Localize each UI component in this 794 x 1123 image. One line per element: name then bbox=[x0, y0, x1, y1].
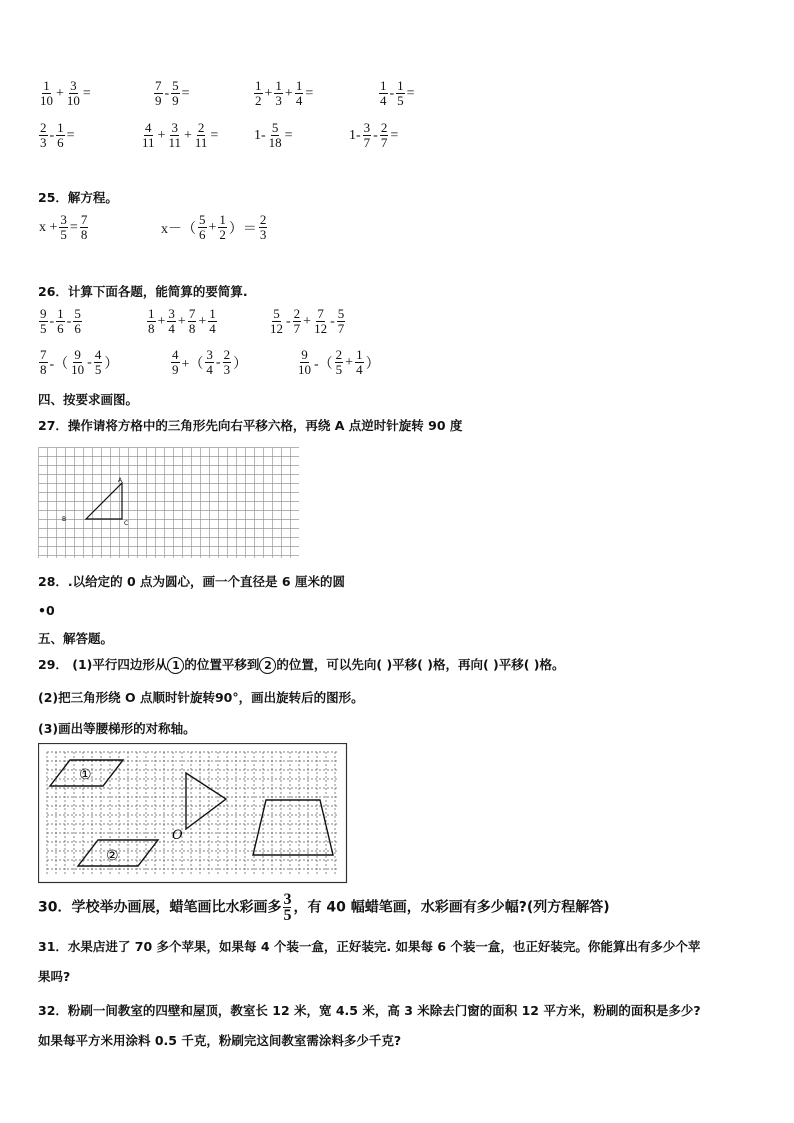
question-26 bbox=[38, 282, 248, 300]
grid-29 bbox=[38, 743, 348, 884]
expr-26-6 bbox=[296, 348, 381, 377]
numerator: 1 bbox=[255, 78, 262, 93]
operator: ） bbox=[104, 356, 119, 372]
fraction bbox=[396, 79, 405, 108]
operator: - bbox=[330, 313, 335, 329]
fraction bbox=[335, 348, 344, 377]
operator: = bbox=[406, 85, 415, 101]
section-4-heading: 四、按要求画图。 bbox=[38, 392, 139, 407]
question-number: 27． bbox=[38, 418, 68, 433]
operator: + bbox=[264, 85, 273, 101]
numerator: 1 bbox=[380, 78, 387, 93]
question-number: 32． bbox=[38, 1003, 68, 1018]
denominator: 4 bbox=[168, 321, 175, 336]
question-29-line1 bbox=[38, 655, 565, 674]
operator: + bbox=[208, 219, 217, 235]
question-text: 计算下面各题，能简算的要简算. bbox=[67, 284, 248, 299]
denominator: 4 bbox=[356, 362, 363, 377]
numerator: 1 bbox=[209, 306, 216, 321]
numerator: 4 bbox=[172, 347, 179, 362]
fraction bbox=[269, 307, 284, 336]
fraction bbox=[167, 121, 182, 150]
q32-text: 粉刷一间教室的四壁和屋顶，教室长 12 米，宽 4.5 米，高 3 米除去门窗的面积 12 平方米，粉刷的面积是多少? bbox=[67, 1003, 701, 1018]
operator: - bbox=[49, 313, 55, 329]
numerator: 3 bbox=[363, 120, 371, 135]
denominator: 3 bbox=[275, 93, 282, 108]
operator: - bbox=[215, 354, 221, 370]
question-number: 29． bbox=[38, 657, 68, 672]
denominator: 2 bbox=[255, 93, 262, 108]
numerator: 5 bbox=[74, 306, 81, 321]
question-32-line2: 如果每平方米用涂料 0.5 千克，粉刷完这间教室需涂料多少千克? bbox=[38, 1033, 402, 1048]
numerator: 7 bbox=[155, 78, 162, 93]
operator: = bbox=[69, 219, 78, 235]
question-number: 28． bbox=[38, 574, 68, 589]
operator: 1- bbox=[349, 127, 361, 143]
fraction bbox=[205, 348, 214, 377]
fraction bbox=[274, 79, 283, 108]
denominator: 7 bbox=[380, 135, 388, 150]
operator: x + bbox=[39, 219, 58, 235]
denominator: 5 bbox=[397, 93, 404, 108]
numerator: 2 bbox=[40, 120, 47, 135]
fraction bbox=[363, 121, 372, 150]
fraction bbox=[56, 307, 65, 336]
operator: = bbox=[82, 85, 91, 101]
circle-2-label: 2 bbox=[259, 657, 276, 674]
grid-29-svg bbox=[38, 743, 348, 884]
grid-27-svg bbox=[38, 447, 300, 559]
operator: = bbox=[305, 85, 314, 101]
operator: + bbox=[345, 354, 354, 370]
denominator: 5 bbox=[283, 907, 292, 924]
denominator: 8 bbox=[188, 321, 196, 336]
expr-row1-b bbox=[153, 79, 191, 108]
question-27 bbox=[38, 416, 462, 434]
q29-text-b: 的位置平移到 bbox=[184, 657, 260, 672]
operator: + bbox=[157, 313, 166, 329]
operator: - bbox=[164, 85, 170, 101]
denominator: 18 bbox=[268, 135, 282, 150]
operator: = bbox=[284, 127, 293, 143]
fraction bbox=[194, 121, 209, 150]
question-29-line2: (2)把三角形绕 O 点顺时针旋转90°，画出旋转后的图形。 bbox=[38, 690, 364, 705]
fraction bbox=[218, 213, 227, 242]
denominator: 4 bbox=[380, 93, 387, 108]
isosceles-trapezoid bbox=[253, 800, 333, 855]
question-30 bbox=[38, 892, 610, 923]
fraction bbox=[39, 307, 48, 336]
fraction bbox=[379, 79, 388, 108]
fraction bbox=[39, 348, 48, 377]
fraction bbox=[154, 79, 163, 108]
denominator: 6 bbox=[74, 321, 81, 336]
denominator: 2 bbox=[219, 227, 226, 242]
fraction bbox=[295, 79, 304, 108]
expr-row1-d bbox=[378, 79, 416, 108]
denominator: 10 bbox=[71, 362, 85, 377]
question-text: 操作请将方格中的三角形先向右平移六格，再绕 A 点逆时针旋转 90 度 bbox=[67, 418, 463, 433]
fraction bbox=[94, 348, 103, 377]
denominator: 4 bbox=[206, 362, 213, 377]
fraction bbox=[39, 121, 48, 150]
denominator: 11 bbox=[194, 135, 208, 150]
expr-26-4 bbox=[38, 348, 119, 377]
denominator: 10 bbox=[66, 93, 80, 108]
section-5-heading: 五、解答题。 bbox=[38, 631, 114, 646]
numerator: 5 bbox=[172, 78, 179, 93]
numerator: 2 bbox=[259, 212, 267, 227]
operator: + bbox=[177, 313, 186, 329]
denominator: 11 bbox=[142, 135, 155, 150]
denominator: 8 bbox=[80, 227, 88, 242]
q31-text: 水果店进了 70 多个苹果，如果每 4 个装一盒，正好装完. 如果每 6 个装一盒，也正好装完。你能算出有多少个苹 bbox=[67, 939, 701, 954]
denominator: 7 bbox=[293, 321, 301, 336]
denominator: 7 bbox=[363, 135, 371, 150]
numerator: 9 bbox=[40, 306, 47, 321]
operator: x－（ bbox=[161, 221, 196, 237]
numerator: 3 bbox=[283, 891, 292, 908]
parallelogram-1-label: ① bbox=[79, 767, 92, 783]
grid-27 bbox=[38, 447, 300, 559]
expr-row1-c bbox=[253, 79, 314, 108]
numerator: 3 bbox=[60, 212, 67, 227]
numerator: 9 bbox=[301, 347, 308, 362]
numerator: 7 bbox=[188, 306, 196, 321]
point-c-label: C bbox=[124, 520, 129, 527]
expr-row2-g bbox=[253, 121, 294, 150]
denominator: 8 bbox=[40, 362, 47, 377]
operator: + bbox=[198, 313, 207, 329]
denominator: 6 bbox=[199, 227, 206, 242]
denominator: 10 bbox=[40, 93, 53, 108]
question-number: 31． bbox=[38, 939, 68, 954]
fraction bbox=[355, 348, 364, 377]
numerator: 3 bbox=[206, 347, 213, 362]
expr-26-5 bbox=[170, 348, 248, 377]
fraction bbox=[141, 121, 156, 150]
operator: - bbox=[87, 354, 92, 370]
denominator: 4 bbox=[209, 321, 216, 336]
numerator: 5 bbox=[199, 212, 206, 227]
operator: = bbox=[181, 85, 190, 101]
operator: 1- bbox=[254, 127, 266, 143]
question-text: .以给定的 0 点为圆心，画一个直径是 6 厘米的圆 bbox=[67, 574, 345, 589]
numerator: 1 bbox=[43, 78, 50, 93]
fraction bbox=[167, 307, 176, 336]
denominator: 5 bbox=[40, 321, 47, 336]
numerator: 2 bbox=[223, 347, 231, 362]
question-text: 解方程。 bbox=[67, 190, 118, 205]
fraction bbox=[337, 307, 346, 336]
q30-text-a: 学校举办画展，蜡笔画比水彩画多 bbox=[71, 899, 282, 916]
fraction bbox=[268, 121, 283, 150]
operator: + bbox=[157, 127, 166, 143]
numerator: 1 bbox=[295, 78, 303, 93]
numerator: 5 bbox=[271, 120, 279, 135]
expr-row2-h bbox=[348, 121, 399, 150]
question-29-line3: (3)画出等腰梯形的对称轴。 bbox=[38, 721, 196, 736]
fraction bbox=[297, 348, 312, 377]
fraction bbox=[208, 307, 217, 336]
operator: - bbox=[49, 127, 55, 143]
question-31-line2: 果吗? bbox=[38, 969, 71, 984]
fraction-3-5 bbox=[283, 892, 291, 923]
fraction bbox=[188, 307, 197, 336]
equation-25-1 bbox=[38, 213, 89, 242]
question-32-line1 bbox=[38, 1001, 701, 1019]
operator: + bbox=[56, 85, 64, 101]
fraction bbox=[73, 307, 82, 336]
question-31-line1 bbox=[38, 937, 700, 955]
triangle-o bbox=[186, 773, 226, 829]
expr-26-2 bbox=[146, 307, 218, 336]
operator: ）＝ bbox=[228, 221, 257, 237]
denominator: 7 bbox=[337, 321, 345, 336]
equation-25-2 bbox=[160, 213, 268, 242]
operator: - bbox=[286, 313, 291, 329]
denominator: 12 bbox=[270, 321, 283, 336]
numerator: 1 bbox=[356, 347, 363, 362]
numerator: 1 bbox=[219, 212, 226, 227]
numerator: 2 bbox=[293, 306, 301, 321]
numerator: 3 bbox=[171, 120, 178, 135]
expr-row2-e bbox=[38, 121, 76, 150]
q29-text-a: (1)平行四边形从 bbox=[72, 657, 168, 672]
denominator: 10 bbox=[298, 362, 311, 377]
point-o-label: O bbox=[172, 828, 183, 843]
fraction bbox=[56, 121, 65, 150]
numerator: 4 bbox=[94, 347, 102, 362]
numerator: 1 bbox=[57, 120, 64, 135]
question-25 bbox=[38, 188, 118, 206]
fraction bbox=[171, 79, 180, 108]
triangle-abc bbox=[86, 483, 122, 519]
denominator: 3 bbox=[40, 135, 47, 150]
question-number: 25． bbox=[38, 190, 68, 205]
numerator: 7 bbox=[317, 306, 324, 321]
expr-26-1 bbox=[38, 307, 83, 336]
operator: ） bbox=[233, 356, 248, 372]
denominator: 11 bbox=[168, 135, 181, 150]
operator: +（ bbox=[181, 356, 204, 372]
parallelogram-2-label: ② bbox=[106, 848, 119, 864]
numerator: 2 bbox=[335, 347, 343, 362]
fraction bbox=[59, 213, 68, 242]
denominator: 5 bbox=[60, 227, 67, 242]
denominator: 6 bbox=[57, 135, 64, 150]
operator: = bbox=[210, 127, 219, 143]
point-a-label: A bbox=[118, 477, 123, 484]
expr-row2-f bbox=[140, 121, 219, 150]
operator: - bbox=[389, 85, 395, 101]
fraction bbox=[259, 213, 268, 242]
fraction bbox=[293, 307, 302, 336]
numerator: 2 bbox=[380, 120, 388, 135]
operator: = bbox=[66, 127, 75, 143]
operator: ） bbox=[365, 356, 380, 372]
denominator: 9 bbox=[155, 93, 162, 108]
numerator: 1 bbox=[275, 78, 282, 93]
fraction bbox=[39, 79, 54, 108]
numerator: 3 bbox=[70, 78, 77, 93]
fraction bbox=[223, 348, 232, 377]
denominator: 8 bbox=[148, 321, 155, 336]
denominator: 4 bbox=[295, 93, 303, 108]
question-number: 26． bbox=[38, 284, 68, 299]
point-o: •0 bbox=[38, 603, 55, 618]
numerator: 2 bbox=[197, 120, 205, 135]
denominator: 3 bbox=[223, 362, 231, 377]
operator: + bbox=[284, 85, 293, 101]
denominator: 9 bbox=[172, 93, 179, 108]
operator: -（ bbox=[49, 356, 69, 372]
numerator: 7 bbox=[40, 347, 47, 362]
numerator: 5 bbox=[337, 306, 345, 321]
denominator: 6 bbox=[57, 321, 64, 336]
numerator: 4 bbox=[145, 120, 152, 135]
fraction bbox=[147, 307, 156, 336]
denominator: 12 bbox=[314, 321, 328, 336]
numerator: 3 bbox=[168, 306, 175, 321]
fraction bbox=[254, 79, 263, 108]
q30-text-b: ，有 40 幅蜡笔画，水彩画有多少幅?(列方程解答) bbox=[293, 899, 610, 916]
operator: + bbox=[183, 127, 192, 143]
fraction bbox=[70, 348, 85, 377]
fraction bbox=[171, 348, 180, 377]
numerator: 9 bbox=[74, 347, 81, 362]
numerator: 1 bbox=[57, 306, 64, 321]
numerator: 5 bbox=[273, 306, 280, 321]
fraction bbox=[198, 213, 207, 242]
fraction bbox=[66, 79, 81, 108]
denominator: 5 bbox=[335, 362, 343, 377]
operator: - bbox=[373, 127, 378, 143]
q29-text-c: 的位置，可以先向( )平移( )格，再向( )平移( )格。 bbox=[276, 657, 565, 672]
numerator: 1 bbox=[397, 78, 404, 93]
question-number: 30． bbox=[38, 899, 72, 916]
denominator: 9 bbox=[172, 362, 179, 377]
numerator: 7 bbox=[80, 212, 88, 227]
fraction bbox=[80, 213, 89, 242]
denominator: 3 bbox=[259, 227, 267, 242]
fraction bbox=[380, 121, 389, 150]
numerator: 1 bbox=[148, 306, 155, 321]
fraction bbox=[313, 307, 328, 336]
denominator: 5 bbox=[94, 362, 102, 377]
operator: -（ bbox=[314, 356, 333, 372]
point-b-label: B bbox=[62, 516, 67, 523]
operator: - bbox=[66, 313, 72, 329]
question-28 bbox=[38, 572, 345, 590]
operator: + bbox=[303, 313, 312, 329]
circle-1-label: 1 bbox=[167, 657, 184, 674]
expr-26-3 bbox=[268, 307, 346, 336]
operator: = bbox=[390, 127, 399, 143]
expr-row1-a bbox=[38, 79, 92, 108]
